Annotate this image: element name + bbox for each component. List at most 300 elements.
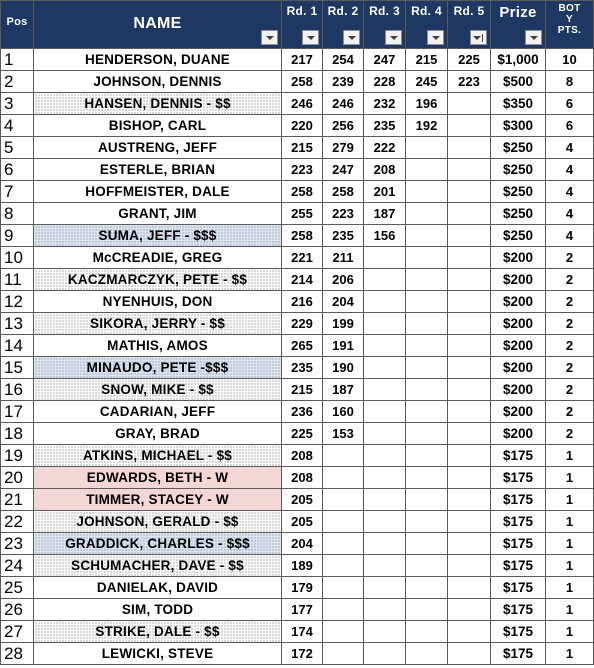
header-rd4-label: Rd. 4 [411,4,442,18]
cell-rd2: 239 [323,71,364,93]
cell-rd1: 179 [282,577,323,599]
cell-rd5 [448,467,491,489]
cell-pos: 1 [1,49,34,71]
cell-rd5 [448,621,491,643]
cell-boty-pts: 1 [546,533,594,555]
cell-pos: 5 [1,137,34,159]
header-prize-label: Prize [499,4,537,21]
cell-rd2: 153 [323,423,364,445]
cell-pos: 14 [1,335,34,357]
cell-rd1: 172 [282,643,323,665]
cell-rd1: 255 [282,203,323,225]
table-row [1,401,594,423]
cell-rd1: 220 [282,115,323,137]
cell-rd2: 254 [323,49,364,71]
cell-rd4 [406,225,448,247]
cell-prize: $175 [491,599,546,621]
cell-rd5 [448,115,491,137]
cell-name: HENDERSON, DUANE [34,49,282,71]
cell-rd5 [448,555,491,577]
cell-rd2 [323,533,364,555]
cell-rd5 [448,247,491,269]
cell-rd3 [364,313,406,335]
cell-rd1: 225 [282,423,323,445]
cell-rd3 [364,379,406,401]
cell-name: EDWARDS, BETH - W [34,467,282,489]
cell-prize: $250 [491,137,546,159]
cell-prize: $200 [491,423,546,445]
cell-rd4 [406,401,448,423]
cell-rd3 [364,511,406,533]
cell-name: SIKORA, JERRY - $$ [34,313,282,335]
cell-rd5 [448,489,491,511]
cell-prize: $300 [491,115,546,137]
cell-rd3: 201 [364,181,406,203]
table-row [1,467,594,489]
cell-pos: 24 [1,555,34,577]
table-row [1,423,594,445]
cell-boty-pts: 2 [546,423,594,445]
cell-rd5 [448,599,491,621]
header-pos [1,1,34,49]
cell-rd4 [406,379,448,401]
cell-boty-pts: 4 [546,203,594,225]
cell-rd3: 187 [364,203,406,225]
cell-rd1: 235 [282,357,323,379]
cell-rd4 [406,577,448,599]
cell-rd2 [323,467,364,489]
cell-rd3 [364,555,406,577]
cell-rd1: 208 [282,445,323,467]
table-body [1,49,594,665]
cell-rd5: 223 [448,71,491,93]
cell-rd4: 196 [406,93,448,115]
cell-boty-pts: 1 [546,511,594,533]
cell-boty-pts: 1 [546,577,594,599]
header-boty [546,1,594,49]
cell-rd3: 232 [364,93,406,115]
cell-rd2: 204 [323,291,364,313]
cell-rd4 [406,291,448,313]
header-prize [491,1,546,49]
cell-rd2 [323,577,364,599]
cell-rd2: 190 [323,357,364,379]
cell-rd5 [448,423,491,445]
header-name [34,1,282,49]
cell-name: HANSEN, DENNIS - $$ [34,93,282,115]
cell-prize: $200 [491,401,546,423]
cell-rd5 [448,577,491,599]
cell-rd2: 199 [323,313,364,335]
cell-rd1: 246 [282,93,323,115]
cell-rd5: 225 [448,49,491,71]
cell-rd4 [406,533,448,555]
table-row [1,621,594,643]
cell-rd4 [406,511,448,533]
header-pos-label: Pos [6,16,28,28]
table-row [1,225,594,247]
table-row [1,159,594,181]
table-row [1,357,594,379]
header-rd1 [282,1,323,49]
cell-rd2 [323,643,364,665]
cell-rd3: 247 [364,49,406,71]
cell-rd3: 222 [364,137,406,159]
cell-rd2: 191 [323,335,364,357]
cell-rd1: 258 [282,71,323,93]
cell-prize: $250 [491,159,546,181]
cell-prize: $200 [491,379,546,401]
cell-rd3: 156 [364,225,406,247]
table-row [1,203,594,225]
cell-rd2: 223 [323,203,364,225]
table-row [1,533,594,555]
cell-pos: 9 [1,225,34,247]
filter-dropdown-rd3[interactable] [385,30,402,45]
cell-rd3 [364,247,406,269]
cell-rd2 [323,555,364,577]
cell-rd2: 206 [323,269,364,291]
cell-rd5 [448,225,491,247]
cell-pos: 19 [1,445,34,467]
cell-boty-pts: 4 [546,181,594,203]
cell-name: GRADDICK, CHARLES - $$$ [34,533,282,555]
cell-rd4 [406,643,448,665]
cell-rd1: 221 [282,247,323,269]
cell-boty-pts: 1 [546,555,594,577]
cell-rd2 [323,621,364,643]
cell-rd2: 258 [323,181,364,203]
cell-pos: 7 [1,181,34,203]
cell-rd4 [406,599,448,621]
cell-rd2: 235 [323,225,364,247]
cell-name: BISHOP, CARL [34,115,282,137]
cell-rd5 [448,269,491,291]
cell-rd3 [364,291,406,313]
cell-rd1: 189 [282,555,323,577]
cell-rd4 [406,181,448,203]
table-row [1,511,594,533]
cell-rd5 [448,379,491,401]
cell-prize: $250 [491,203,546,225]
cell-prize: $200 [491,335,546,357]
cell-rd5 [448,203,491,225]
cell-boty-pts: 6 [546,115,594,137]
cell-rd1: 174 [282,621,323,643]
cell-name: GRANT, JIM [34,203,282,225]
cell-prize: $175 [491,621,546,643]
cell-pos: 28 [1,643,34,665]
filter-dropdown-rd2[interactable] [343,30,360,45]
cell-rd1: 208 [282,467,323,489]
cell-name: ESTERLE, BRIAN [34,159,282,181]
cell-rd5 [448,533,491,555]
cell-boty-pts: 4 [546,225,594,247]
cell-rd3 [364,445,406,467]
cell-pos: 13 [1,313,34,335]
cell-name: AUSTRENG, JEFF [34,137,282,159]
header-rd4 [406,1,448,49]
table-row [1,115,594,137]
cell-prize: $500 [491,71,546,93]
cell-rd1: 236 [282,401,323,423]
cell-boty-pts: 2 [546,291,594,313]
cell-name: LEWICKI, STEVE [34,643,282,665]
cell-pos: 27 [1,621,34,643]
cell-name: KACZMARCZYK, PETE - $$ [34,269,282,291]
cell-rd4: 192 [406,115,448,137]
header-rd5-label: Rd. 5 [453,4,485,18]
cell-rd5 [448,401,491,423]
cell-prize: $200 [491,313,546,335]
cell-boty-pts: 4 [546,159,594,181]
cell-rd4 [406,555,448,577]
table-header [1,1,594,49]
cell-name: TIMMER, STACEY - W [34,489,282,511]
cell-rd3: 208 [364,159,406,181]
cell-prize: $200 [491,291,546,313]
cell-rd5 [448,181,491,203]
cell-boty-pts: 2 [546,247,594,269]
cell-pos: 20 [1,467,34,489]
cell-name: JOHNSON, DENNIS [34,71,282,93]
cell-prize: $175 [491,445,546,467]
table-row [1,49,594,71]
cell-rd3 [364,643,406,665]
cell-pos: 17 [1,401,34,423]
cell-name: HOFFMEISTER, DALE [34,181,282,203]
cell-boty-pts: 4 [546,137,594,159]
cell-boty-pts: 10 [546,49,594,71]
cell-boty-pts: 2 [546,335,594,357]
cell-prize: $175 [491,489,546,511]
cell-name: STRIKE, DALE - $$ [34,621,282,643]
cell-name: JOHNSON, GERALD - $$ [34,511,282,533]
table-row [1,269,594,291]
table-row [1,577,594,599]
cell-rd4 [406,159,448,181]
cell-pos: 26 [1,599,34,621]
cell-rd2: 187 [323,379,364,401]
cell-pos: 11 [1,269,34,291]
cell-boty-pts: 2 [546,401,594,423]
cell-rd3 [364,357,406,379]
cell-prize: $200 [491,357,546,379]
cell-pos: 4 [1,115,34,137]
cell-prize: $175 [491,555,546,577]
cell-rd1: 265 [282,335,323,357]
filter-dropdown-rd4[interactable] [427,30,444,45]
cell-rd5 [448,159,491,181]
cell-pos: 2 [1,71,34,93]
cell-rd2 [323,511,364,533]
cell-rd4 [406,313,448,335]
cell-rd1: 215 [282,137,323,159]
table-row [1,71,594,93]
cell-rd5 [448,357,491,379]
cell-name: GRAY, BRAD [34,423,282,445]
table-row [1,445,594,467]
cell-rd4: 245 [406,71,448,93]
cell-rd5 [448,313,491,335]
header-rd2 [323,1,364,49]
cell-rd3 [364,467,406,489]
cell-pos: 22 [1,511,34,533]
cell-name: DANIELAK, DAVID [34,577,282,599]
cell-pos: 3 [1,93,34,115]
cell-rd2 [323,445,364,467]
cell-rd5 [448,643,491,665]
cell-name: MINAUDO, PETE -$$$ [34,357,282,379]
cell-rd4 [406,335,448,357]
table-row [1,313,594,335]
cell-rd3 [364,621,406,643]
cell-pos: 23 [1,533,34,555]
header-boty-label: BOT Y PTS. [557,3,582,36]
cell-pos: 21 [1,489,34,511]
table-row [1,137,594,159]
cell-prize: $175 [491,577,546,599]
cell-rd2 [323,489,364,511]
cell-rd3 [364,599,406,621]
cell-pos: 10 [1,247,34,269]
cell-rd4 [406,423,448,445]
cell-prize: $250 [491,181,546,203]
cell-rd4 [406,445,448,467]
cell-prize: $175 [491,643,546,665]
table-row [1,379,594,401]
cell-rd1: 205 [282,489,323,511]
cell-boty-pts: 1 [546,621,594,643]
cell-rd1: 223 [282,159,323,181]
cell-rd2: 279 [323,137,364,159]
cell-boty-pts: 1 [546,445,594,467]
cell-rd4 [406,247,448,269]
cell-rd3 [364,577,406,599]
cell-prize: $200 [491,269,546,291]
cell-boty-pts: 2 [546,357,594,379]
cell-name: SUMA, JEFF - $$$ [34,225,282,247]
header-rd3 [364,1,406,49]
header-rd1-label: Rd. 1 [286,4,318,18]
cell-prize: $175 [491,467,546,489]
cell-prize: $350 [491,93,546,115]
cell-boty-pts: 2 [546,269,594,291]
cell-name: McCREADIE, GREG [34,247,282,269]
cell-name: SNOW, MIKE - $$ [34,379,282,401]
sort-dropdown-rd5[interactable] [470,30,487,45]
cell-rd1: 214 [282,269,323,291]
cell-rd4 [406,621,448,643]
header-rd3-label: Rd. 3 [369,4,400,18]
cell-name: MATHIS, AMOS [34,335,282,357]
filter-dropdown-prize[interactable] [525,30,542,45]
cell-rd3: 228 [364,71,406,93]
cell-boty-pts: 8 [546,71,594,93]
table-row [1,335,594,357]
cell-prize: $175 [491,511,546,533]
cell-prize: $200 [491,247,546,269]
cell-prize: $1,000 [491,49,546,71]
cell-rd1: 204 [282,533,323,555]
cell-name: SIM, TODD [34,599,282,621]
filter-dropdown-rd1[interactable] [302,30,319,45]
cell-pos: 15 [1,357,34,379]
cell-boty-pts: 1 [546,467,594,489]
cell-boty-pts: 6 [546,93,594,115]
table-row [1,599,594,621]
header-name-label: NAME [133,15,182,32]
cell-name: SCHUMACHER, DAVE - $$ [34,555,282,577]
cell-rd4 [406,269,448,291]
cell-rd3 [364,533,406,555]
cell-pos: 16 [1,379,34,401]
cell-rd2: 160 [323,401,364,423]
header-row [1,1,594,49]
cell-boty-pts: 1 [546,599,594,621]
header-rd2-label: Rd. 2 [327,4,359,18]
cell-rd1: 217 [282,49,323,71]
cell-rd1: 205 [282,511,323,533]
cell-rd3 [364,401,406,423]
table-row [1,555,594,577]
cell-rd1: 215 [282,379,323,401]
header-rd5 [448,1,491,49]
cell-rd1: 177 [282,599,323,621]
cell-rd1: 229 [282,313,323,335]
cell-prize: $175 [491,533,546,555]
cell-rd2: 256 [323,115,364,137]
table-row [1,489,594,511]
cell-boty-pts: 1 [546,643,594,665]
table-row [1,291,594,313]
cell-pos: 8 [1,203,34,225]
cell-rd5 [448,511,491,533]
cell-rd4 [406,467,448,489]
cell-rd1: 258 [282,181,323,203]
cell-rd4 [406,489,448,511]
table-row [1,247,594,269]
cell-rd3 [364,489,406,511]
cell-rd5 [448,93,491,115]
cell-rd3: 235 [364,115,406,137]
cell-rd2: 211 [323,247,364,269]
cell-rd3 [364,335,406,357]
cell-boty-pts: 2 [546,379,594,401]
cell-rd2 [323,599,364,621]
cell-boty-pts: 1 [546,489,594,511]
cell-rd1: 258 [282,225,323,247]
cell-pos: 25 [1,577,34,599]
table-row [1,181,594,203]
cell-rd3 [364,269,406,291]
cell-rd5 [448,445,491,467]
cell-name: CADARIAN, JEFF [34,401,282,423]
table-row [1,93,594,115]
filter-dropdown-name[interactable] [261,30,278,45]
cell-rd5 [448,137,491,159]
cell-rd2: 247 [323,159,364,181]
cell-rd4 [406,357,448,379]
cell-rd4 [406,203,448,225]
cell-name: NYENHUIS, DON [34,291,282,313]
cell-rd4 [406,137,448,159]
cell-rd5 [448,335,491,357]
table-row [1,643,594,665]
cell-pos: 6 [1,159,34,181]
cell-boty-pts: 2 [546,313,594,335]
cell-rd2: 246 [323,93,364,115]
